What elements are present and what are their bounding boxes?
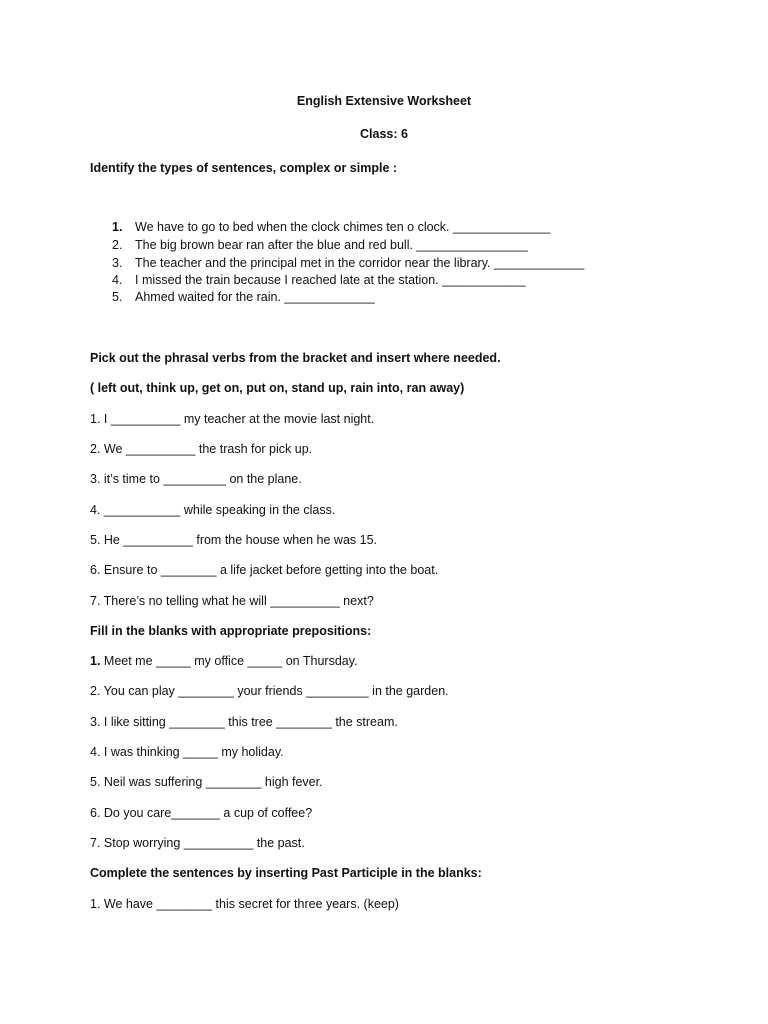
list-item bbox=[112, 273, 526, 287]
exercise-line: 1. I __________ my teacher at the movie last night. bbox=[90, 412, 375, 426]
list-item bbox=[112, 290, 375, 304]
list-item-text: The big brown bear ran after the blue and red bull. ________________ bbox=[135, 238, 528, 252]
section3-heading: Fill in the blanks with appropriate prepositions: bbox=[90, 624, 372, 638]
exercise-line: 2. We __________ the trash for pick up. bbox=[90, 442, 313, 456]
list-item-text: The teacher and the principal met in the corridor near the library. _____________ bbox=[135, 256, 585, 270]
list-item-number: 1. bbox=[112, 220, 123, 234]
list-item bbox=[112, 238, 528, 252]
list-item-text: Ahmed waited for the rain. _____________ bbox=[135, 290, 375, 304]
exercise-line bbox=[90, 654, 358, 668]
exercise-line: 3. it’s time to _________ on the plane. bbox=[90, 472, 302, 486]
list-item-number: 4. bbox=[112, 273, 123, 287]
list-item bbox=[112, 256, 584, 270]
exercise-line: 5. Neil was suffering ________ high fever. bbox=[90, 775, 323, 789]
list-item-number: 2. bbox=[112, 238, 123, 252]
section2-heading: Pick out the phrasal verbs from the bracket and insert where needed. bbox=[90, 351, 501, 365]
section4-heading: Complete the sentences by inserting Past Participle in the blanks: bbox=[90, 866, 482, 880]
exercise-line: 4. I was thinking _____ my holiday. bbox=[90, 745, 284, 759]
exercise-line: 7. Stop worrying __________ the past. bbox=[90, 836, 305, 850]
exercise-number: 1. bbox=[90, 654, 101, 668]
exercise-line: 7. There’s no telling what he will __________ next? bbox=[90, 594, 374, 608]
list-item-text: I missed the train because I reached late at the station. ____________ bbox=[135, 273, 526, 287]
section1-heading: Identify the types of sentences, complex or simple : bbox=[90, 161, 398, 175]
list-item bbox=[112, 220, 550, 234]
exercise-line: 6. Do you care_______ a cup of coffee? bbox=[90, 806, 313, 820]
exercise-line: 4. ___________ while speaking in the class. bbox=[90, 503, 336, 517]
exercise-line: 5. He __________ from the house when he was 15. bbox=[90, 533, 378, 547]
list-item-number: 3. bbox=[112, 256, 123, 270]
exercise-line: 2. You can play ________ your friends _________ in the garden. bbox=[90, 684, 449, 698]
worksheet-title: English Extensive Worksheet bbox=[296, 94, 472, 108]
exercise-line: 3. I like sitting ________ this tree ________ the stream. bbox=[90, 715, 398, 729]
list-item-number: 5. bbox=[112, 290, 123, 304]
phrasal-verb-options: ( left out, think up, get on, put on, stand up, rain into, ran away) bbox=[90, 381, 465, 395]
exercise-text: Meet me _____ my office _____ on Thursday. bbox=[100, 654, 358, 668]
list-item-text: We have to go to bed when the clock chimes ten o clock. ______________ bbox=[135, 220, 551, 234]
class-label: Class: 6 bbox=[360, 127, 408, 141]
exercise-line: 1. We have ________ this secret for three years. (keep) bbox=[90, 897, 399, 911]
exercise-line: 6. Ensure to ________ a life jacket before getting into the boat. bbox=[90, 563, 439, 577]
